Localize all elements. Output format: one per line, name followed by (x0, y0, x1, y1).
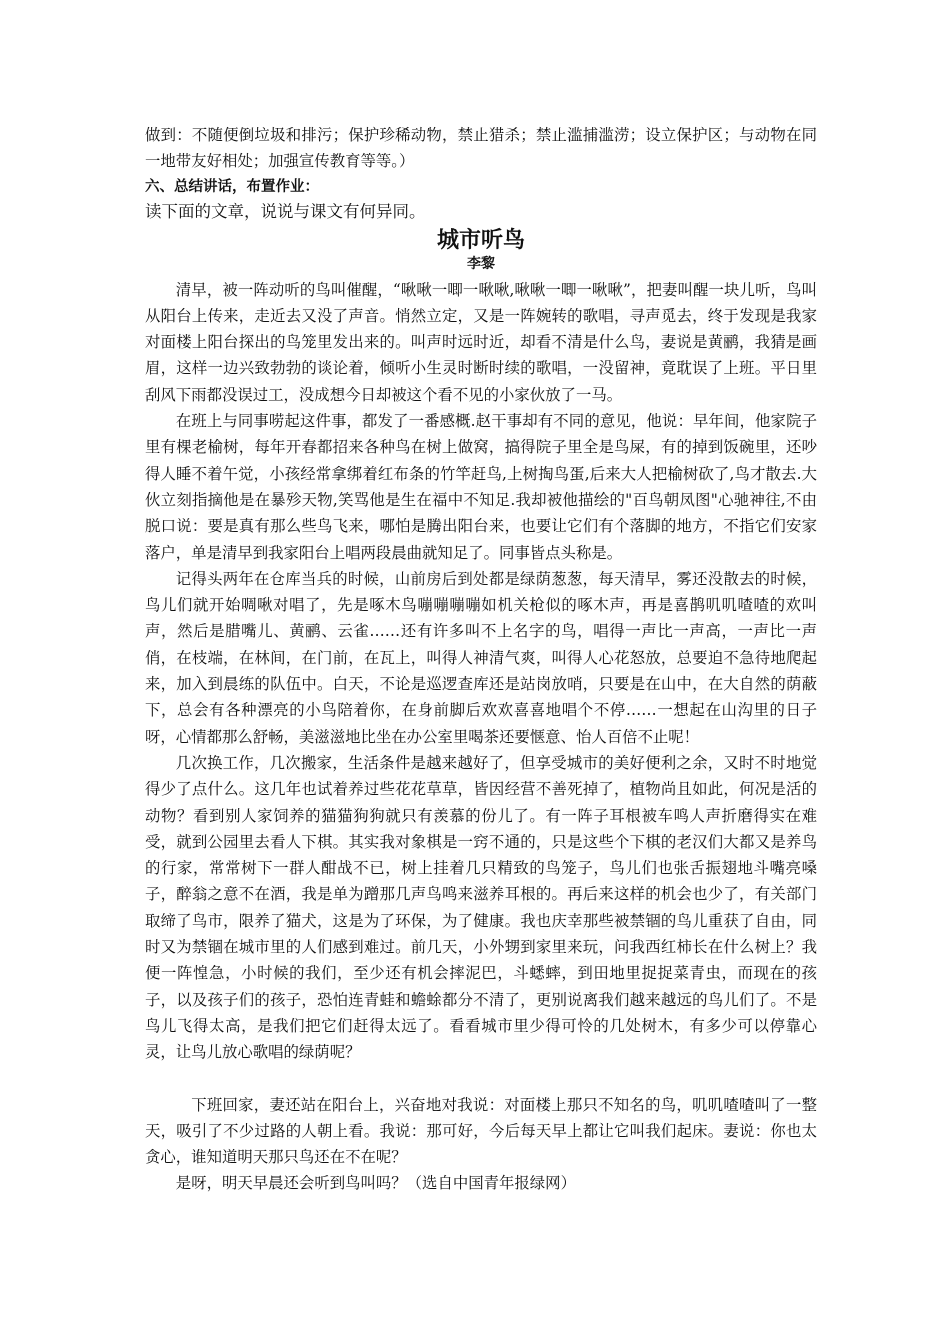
article-paragraph: 下班回家，妻还站在阳台上，兴奋地对我说：对面楼上那只不知名的鸟，叽叽喳喳叫了一整天，吸引了不少过路的人朝上看。我说：那可好，今后每天早上都让它叫我们起床。妻说：你也太贪心，谁知道明天那只鸟还在不在呢？ (145, 1095, 817, 1167)
section-heading: 六、总结讲话，布置作业： (145, 178, 319, 195)
article-paragraph: 在班上与同事唠起这件事，都发了一番感概.赵干事却有不同的意见，他说：早年间，他家院子里有棵老榆树，每年开春都招来各种鸟在树上做窝，搞得院子里全是鸟屎，有的掉到饭碗里，还吵得人睡不着午觉，小孩经常拿绑着红布条的竹竿赶鸟,上树掏鸟蛋,后来大人把榆树砍了,鸟才散去.大伙立刻指摘他是在暴殄天物,笑骂他是生在福中不知足.我却被他描绘的"百鸟朝凤图"心驰神往,不由脱口说：要是真有那么些鸟飞来，哪怕是腾出阳台来，也要让它们有个落脚的地方，不指它们安家落户，单是清早到我家阳台上唱两段晨曲就知足了。同事皆点头称是。 (145, 412, 817, 562)
intro-text: 做到：不随便倒垃圾和排污；保护珍稀动物，禁止猎杀；禁止滥捕滥涝；设立保护区；与动物在同一地带友好相处；加强宣传教育等等。） (145, 126, 817, 171)
article-paragraph: 记得头两年在仓库当兵的时候，山前房后到处都是绿荫葱葱，每天清早，雾还没散去的时候，鸟儿们就开始啁啾对唱了，先是啄木鸟嘣嘣嘣嘣如机关枪似的啄木声，再是喜鹊叽叽喳喳的欢叫声，然后是腊嘴儿、黄鹂、云雀……还有许多叫不上名字的鸟，唱得一声比一声高，一声比一声俏，在枝端，在林间，在门前，在瓦上，叫得人神清气爽，叫得人心花怒放，总要迫不急待地爬起来，加入到晨练的队伍中。白天，不论是巡逻查库还是站岗放哨，只要是在山中，在大自然的荫蔽下，总会有各种漂亮的小鸟陪着你，在身前脚后欢欢喜喜地唱个不停……一想起在山沟里的日子呀，心情都那么舒畅，美滋滋地比坐在办公室里喝茶还要惬意、怡人百倍不止呢！ (145, 569, 817, 746)
assignment-text: 读下面的文章，说说与课文有何异同。 (145, 201, 426, 221)
article-paragraph: 是呀，明天早晨还会听到鸟叫吗？（选自中国青年报绿网） (175, 1174, 576, 1193)
article-paragraph: 清早，被一阵动听的鸟叫催醒，“啾啾一唧一啾啾,啾啾一唧一啾啾”，把妻叫醒一块儿听，鸟叫从阳台上传来，走近去又没了声音。悄然立定，又是一阵婉转的歌唱，寻声觅去，终于发现是我家对面楼上阳台探出的鸟笼里发出来的。叫声时远时近，却看不清是什么鸟，妻说是黄鹂，我猜是画眉，这样一边兴致勃勃的谈论着，倾听小生灵时断时续的歌唱，一没留神，竟耽误了上班。平日里刮风下雨都没误过工，没成想今日却被这个看不见的小家伙放了一马。 (145, 280, 817, 404)
article-author: 李黎 (467, 255, 495, 272)
article-paragraph: 几次换工作，几次搬家，生活条件是越来越好了，但享受城市的美好便利之余，又时不时地觉得少了点什么。这几年也试着养过些花花草草，皆因经营不善死掉了，植物尚且如此，何况是活的动物？看到别人家饲养的猫猫狗狗就只有羡慕的份儿了。有一阵子耳根被车鸣人声折磨得实在难受，就到公园里去看人下棋。其实我对象棋是一窍不通的，只是这些个下棋的老汉们大都又是养鸟的行家，常常树下一群人酣战不已，树上挂着几只精致的鸟笼子，鸟儿们也张舌振翅地斗嘴亮嗓子，醉翁之意不在酒，我是单为蹭那几声鸟鸣来滋养耳根的。再后来这样的机会也少了，有关部门取缔了鸟市，限养了猫犬，这是为了环保，为了健康。我也庆幸那些被禁锢的鸟儿重获了自由，同时又为禁锢在城市里的人们感到难过。前几天，小外甥到家里来玩，问我西红柿长在什么树上？我便一阵惶急，小时候的我们，至少还有机会摔泥巴，斗蟋蟀，到田地里捉捉菜青虫，而现在的孩子，以及孩子们的孩子，恐怕连青蛙和蟾蜍都分不清了，更别说离我们越来越远的鸟儿们了。不是鸟儿飞得太高，是我们把它们赶得太远了。看看城市里少得可怜的几处树木，有多少可以停靠心灵，让鸟儿放心歌唱的绿荫呢？ (145, 753, 817, 1062)
document-page (145, 122, 817, 1197)
article-title: 城市听鸟 (436, 227, 525, 253)
paragraph-gap (145, 1066, 817, 1092)
